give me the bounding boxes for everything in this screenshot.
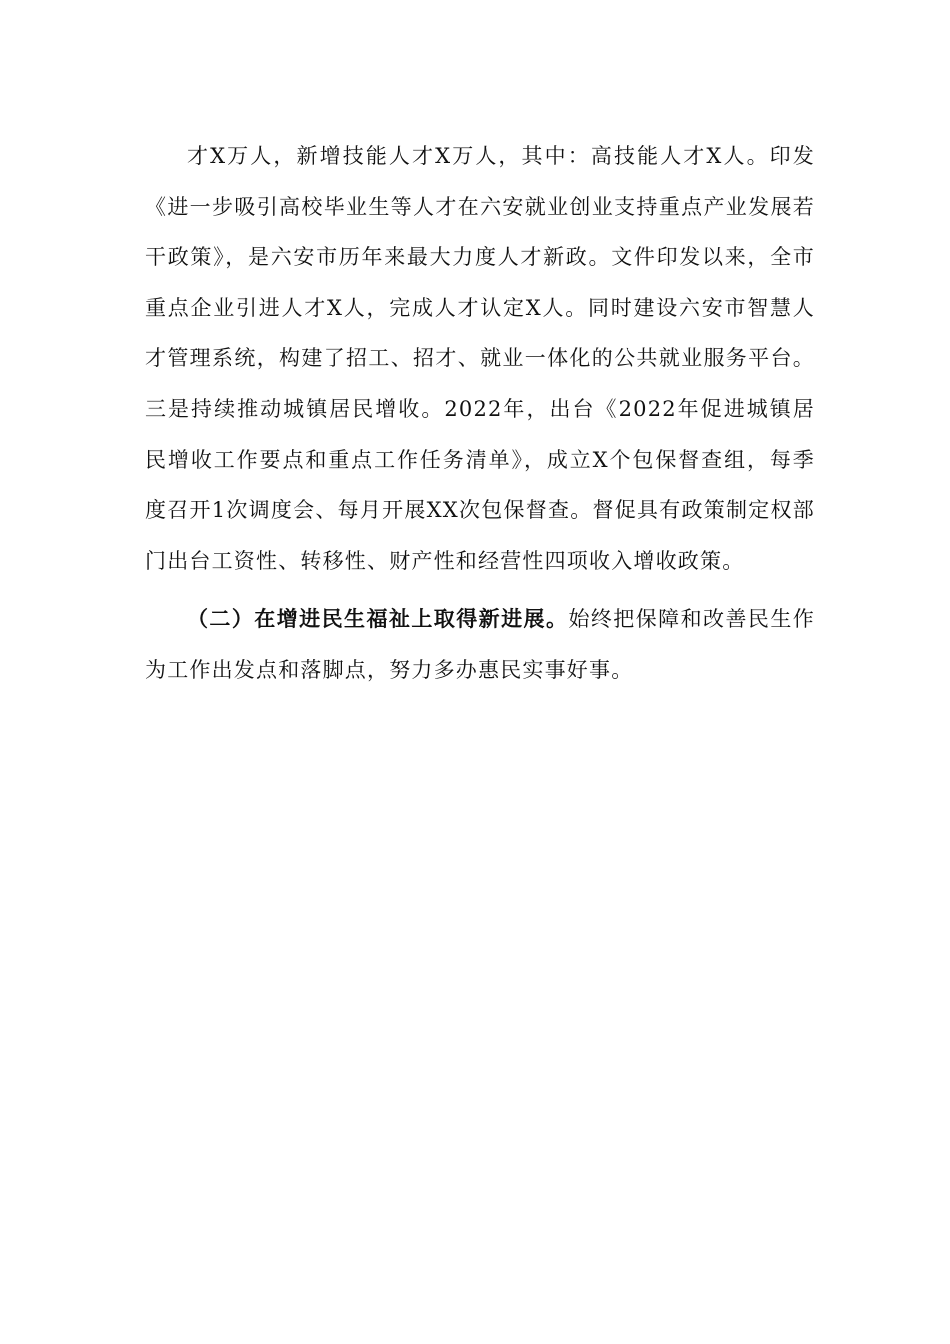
paragraph-text: 始终把保障和改善民生作为工作出发点和落脚点，努力多办惠民实事好事。 (145, 607, 816, 682)
section-heading: （二）在增进民生福祉上取得新进展。 (187, 606, 569, 632)
paragraph-livelihood (145, 594, 815, 695)
document-body (145, 131, 815, 696)
paragraph-talent-and-income (145, 131, 815, 586)
paragraph-text: 才X万人，新增技能人才X万人，其中：高技能人才X人。印发《进一步吸引高校毕业生等人才在六安就业创业支持重点产业发展若干政策》，是六安市历年来最大力度人才新政。文件印发以来，全市重点企业引进人才X人，完成人才认定X人。同时建设六安市智慧人才管理系统，构建了招工、招才、就业一体化的公共就业服务平台。三是持续推动城镇居民增收。2022年，出台《2022年促进城镇居民增收工作要点和重点工作任务清单》，成立X个包保督查组，每季度召开1次调度会、每月开展XX次包保督查。督促具有政策制定权部门出台工资性、转移性、财产性和经营性四项收入增收政策。 (145, 144, 815, 573)
